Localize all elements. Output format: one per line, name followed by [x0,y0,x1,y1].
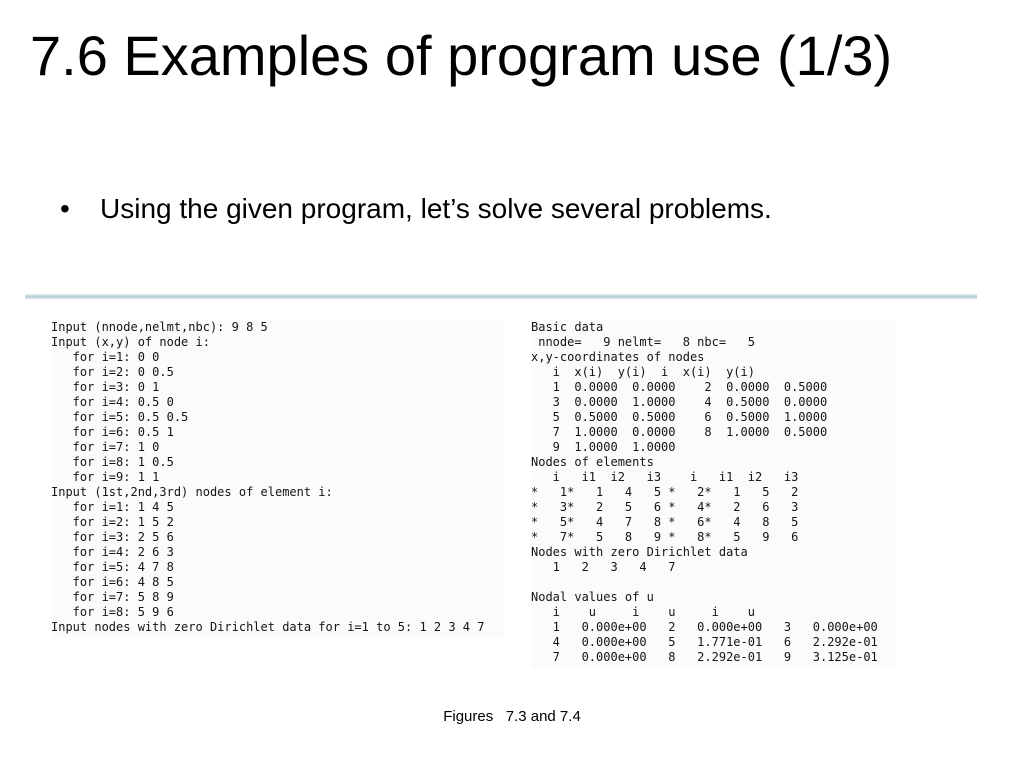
terminal-line: for i=6: 0.5 1 [51,425,174,439]
terminal-line: 4 0.000e+00 5 1.771e-01 6 2.292e-01 [531,635,878,649]
terminal-line: 1 2 3 4 7 [531,560,676,574]
terminal-line: nnode= 9 nelmt= 8 nbc= 5 [531,335,755,349]
terminal-line: for i=7: 1 0 [51,440,160,454]
terminal-line: for i=7: 5 8 9 [51,590,174,604]
terminal-line: i i1 i2 i3 i i1 i2 i3 [531,470,799,484]
terminal-line: 1 0.0000 0.0000 2 0.0000 0.5000 [531,380,828,394]
terminal-line: * 3* 2 5 6 * 4* 2 6 3 [531,500,799,514]
figure-7-3-input-session [51,320,503,638]
terminal-line: for i=8: 5 9 6 [51,605,174,619]
terminal-line: 7 0.000e+00 8 2.292e-01 9 3.125e-01 [531,650,878,664]
terminal-line: 7 1.0000 0.0000 8 1.0000 0.5000 [531,425,828,439]
terminal-line: 9 1.0000 1.0000 [531,440,676,454]
terminal-line: Input nodes with zero Dirichlet data for i=1 to 5: 1 2 3 4 7 [51,620,485,634]
terminal-line: 1 0.000e+00 2 0.000e+00 3 0.000e+00 [531,620,878,634]
terminal-line: for i=8: 1 0.5 [51,455,174,469]
terminal-line: for i=5: 4 7 8 [51,560,174,574]
terminal-line: Input (1st,2nd,3rd) nodes of element i: [51,485,333,499]
terminal-line: i u i u i u [531,605,755,619]
terminal-line: for i=1: 1 4 5 [51,500,174,514]
terminal-line: for i=4: 2 6 3 [51,545,174,559]
terminal-line: Input (nnode,nelmt,nbc): 9 8 5 [51,320,268,334]
terminal-line: for i=3: 0 1 [51,380,160,394]
terminal-line: for i=5: 0.5 0.5 [51,410,189,424]
terminal-line: Nodal values of u [531,590,654,604]
terminal-line: 3 0.0000 1.0000 4 0.5000 0.0000 [531,395,828,409]
terminal-line: Input (x,y) of node i: [51,335,210,349]
terminal-line [531,575,895,590]
divider [25,294,977,299]
terminal-line: * 7* 5 8 9 * 8* 5 9 6 [531,530,799,544]
bullet-item [60,193,772,225]
terminal-line: for i=3: 2 5 6 [51,530,174,544]
terminal-line: for i=4: 0.5 0 [51,395,174,409]
terminal-line: for i=2: 0 0.5 [51,365,174,379]
terminal-line: for i=6: 4 8 5 [51,575,174,589]
terminal-line: Nodes with zero Dirichlet data [531,545,748,559]
terminal-line: * 1* 1 4 5 * 2* 1 5 2 [531,485,799,499]
terminal-line: 5 0.5000 0.5000 6 0.5000 1.0000 [531,410,828,424]
terminal-line: Basic data [531,320,604,334]
terminal-line: for i=1: 0 0 [51,350,160,364]
figure-caption: Figures 7.3 and 7.4 [443,708,581,725]
figure-7-4-output-listing [531,320,895,668]
terminal-line: for i=2: 1 5 2 [51,515,174,529]
terminal-line: i x(i) y(i) i x(i) y(i) [531,365,755,379]
terminal-line: x,y-coordinates of nodes [531,350,705,364]
terminal-line: * 5* 4 7 8 * 6* 4 8 5 [531,515,799,529]
terminal-line: for i=9: 1 1 [51,470,160,484]
slide-title: 7.6 Examples of program use (1/3) [30,24,893,87]
bullet-text: Using the given program, let’s solve several problems. [100,193,772,224]
bullet-symbol: • [60,193,70,224]
terminal-line: Nodes of elements [531,455,654,469]
